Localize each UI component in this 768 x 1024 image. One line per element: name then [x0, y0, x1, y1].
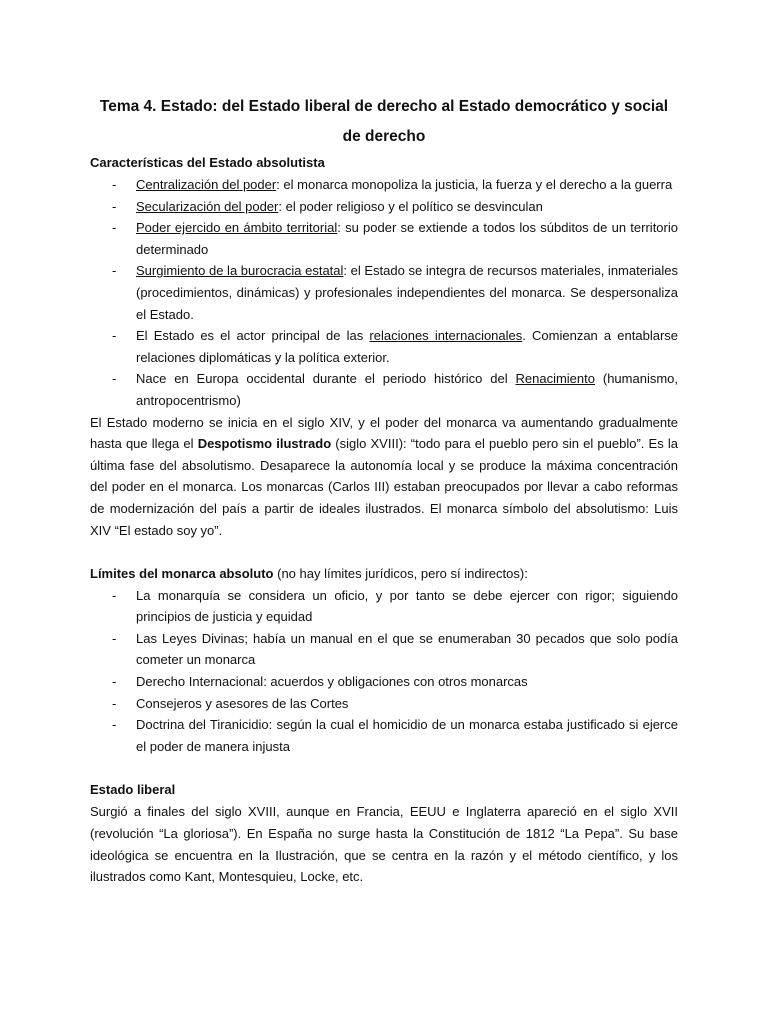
- list-item: - Doctrina del Tiranicidio: según la cual el homicidio de un monarca estaba justificado si ejerce el poder de manera injusta: [112, 717, 678, 754]
- paragraph-liberal-state: Surgió a finales del siglo XVIII, aunque en Francia, EEUU e Inglaterra apareció en el siglo XVII (revolución “La gloriosa”). En España no surge hasta la Constitución de 1812 “La Pepa”. Su base ideológica se encuentra en la Ilustración, que se centra en la razón y el método científico, y los ilustrados como Kant, Montesquieu, Locke, etc.: [90, 804, 678, 885]
- absolutist-characteristics-list: [90, 174, 678, 412]
- list-item: - Surgimiento de la burocracia estatal: el Estado se integra de recursos materiales, inmateriales (procedimientos, dinámicas) y profesionales independientes del monarca. Se despersonaliza el Estado.: [112, 263, 679, 322]
- section-heading-liberal: Estado liberal: [90, 782, 176, 798]
- section-heading-absolutist: Características del Estado absolutista: [90, 155, 325, 170]
- list-item: - Consejeros y asesores de las Cortes: [112, 695, 349, 711]
- monarch-limits-list: [90, 585, 678, 758]
- paragraph-modern-state: El Estado moderno se inicia en el siglo XIV, y el poder del monarca va aumentando gradualmente hasta que llega el Despotismo ilustrado (siglo XVIII): “todo para el pueblo pero sin el pueblo”. Es la última fase del absolutismo. Desaparece la autonomía local y se produce la máxima concentración del poder en el monarca. Los monarcas (Carlos III) estaban preocupados por llevar a cabo reformas de modernización del país a partir de ideales ilustrados. El monarca símbolo del absolutismo: Luis XIV “El estado soy yo”.: [90, 414, 678, 538]
- page-title: Tema 4. Estado: del Estado liberal de derecho al Estado democrático y social de derecho: [99, 98, 669, 145]
- document-page: [90, 92, 678, 888]
- section-heading-limits: Límites del monarca absoluto (no hay límites jurídicos, pero sí indirectos):: [90, 566, 528, 582]
- list-item: - Las Leyes Divinas; había un manual en el que se enumeraban 30 pecados que solo podía cometer un monarca: [112, 630, 678, 668]
- list-item: - Derecho Internacional: acuerdos y obligaciones con otros monarcas: [112, 674, 528, 690]
- list-item: - El Estado es el actor principal de las relaciones internacionales. Comienzan a entablarse relaciones diplomáticas y la política exterior.: [112, 328, 678, 365]
- list-item: - Poder ejercido en ámbito territorial: su poder se extiende a todos los súbditos de un territorio determinado: [112, 220, 678, 257]
- list-item: - La monarquía se considera un oficio, y por tanto se debe ejercer con rigor; siguiendo principios de justicia y equidad: [112, 587, 678, 625]
- list-item: - Centralización del poder: el monarca monopoliza la justicia, la fuerza y el derecho a la guerra: [112, 177, 673, 192]
- list-item: - Secularización del poder: el poder religioso y el político se desvinculan: [112, 198, 543, 214]
- list-item: - Nace en Europa occidental durante el periodo histórico del Renacimiento (humanismo, antropocentrismo): [112, 371, 678, 408]
